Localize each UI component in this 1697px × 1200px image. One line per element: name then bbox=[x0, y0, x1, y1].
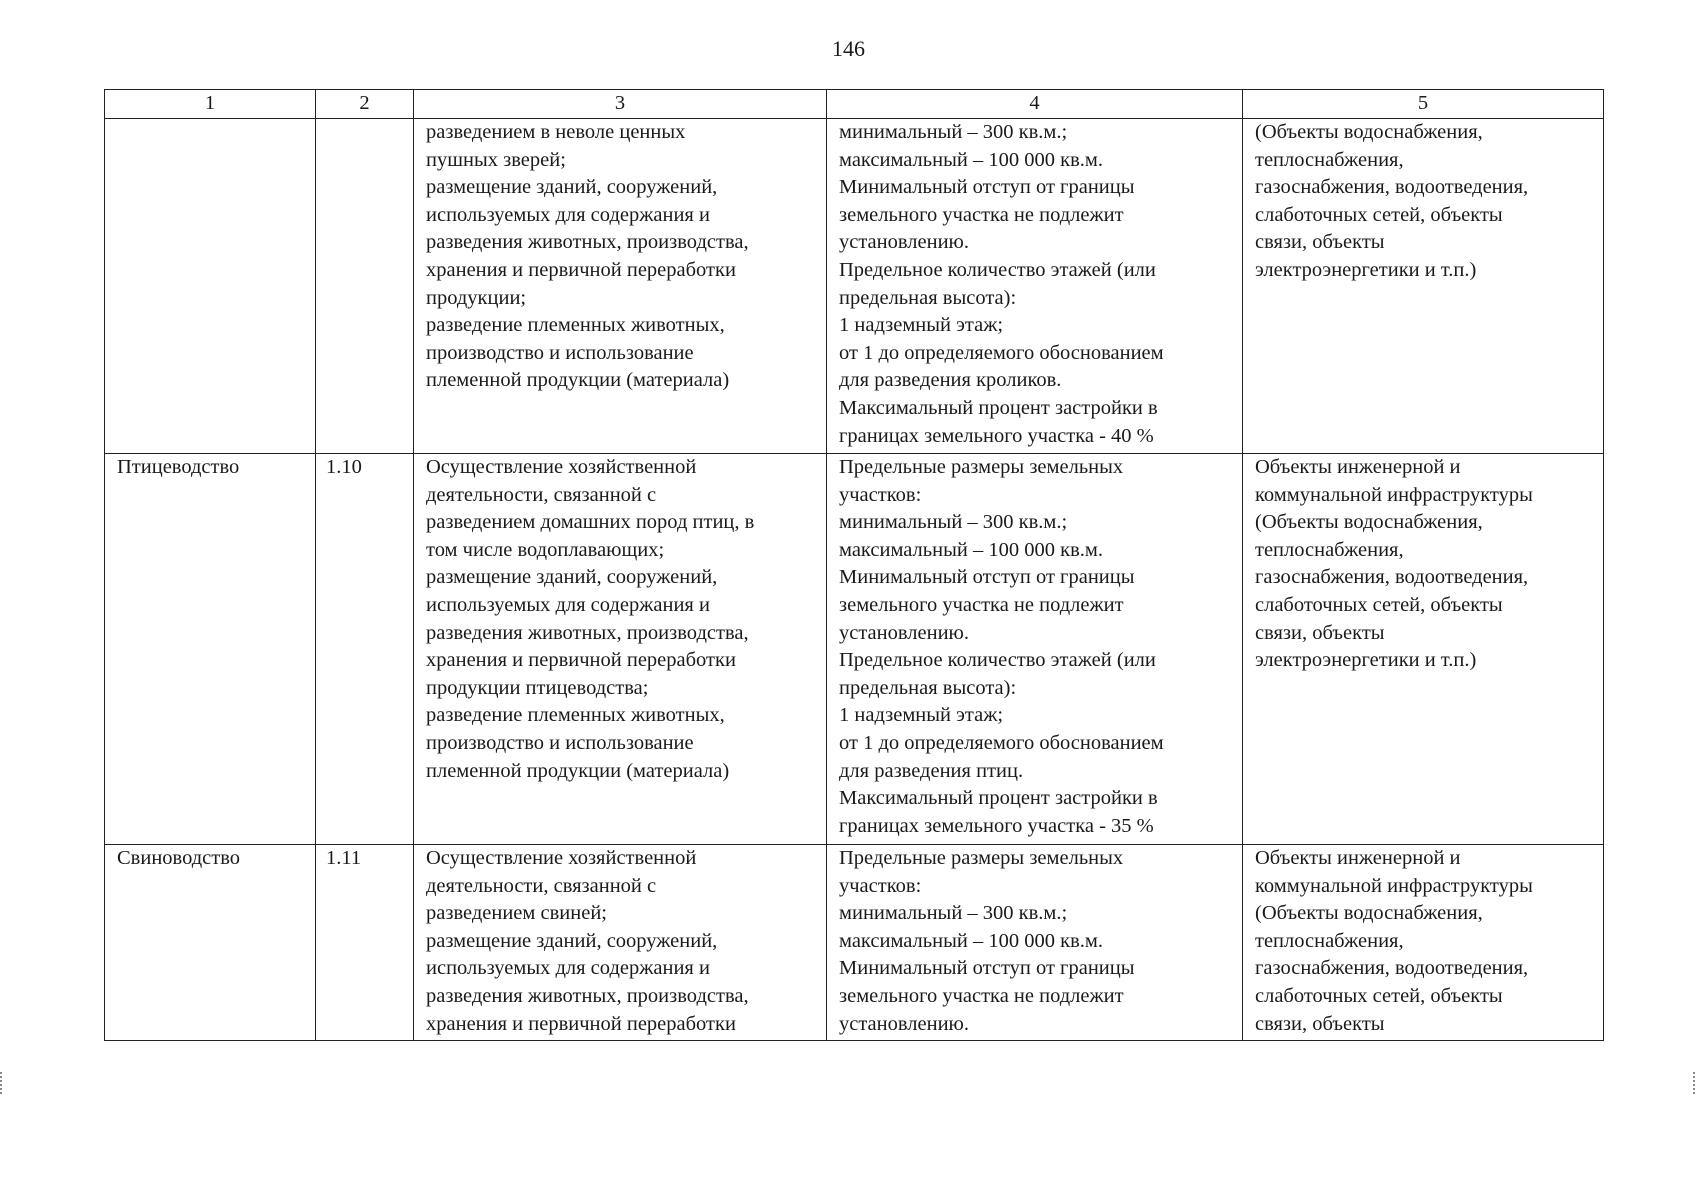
description-cell: разведением в неволе ценных пушных зверей; размещение зданий, сооружений, используемых для содержания и разведения животных, производства, хранения и первичной переработки продукции; разведение племенных животных, производство и использование племенной продукции (материала) bbox=[414, 119, 827, 454]
use-type-name-cell: Птицеводство bbox=[105, 454, 316, 845]
parameters-cell: Предельные размеры земельных участков: минимальный – 300 кв.м.; максимальный – 100 000 кв.м. Минимальный отступ от границы земельного участка не подлежит установлению. bbox=[827, 845, 1243, 1041]
column-header-5: 5 bbox=[1243, 90, 1604, 119]
infrastructure-objects-cell: (Объекты водоснабжения, теплоснабжения, газоснабжения, водоотведения, слаботочных сетей, объекты связи, объекты электроэнергетики и т.п.) bbox=[1243, 119, 1604, 454]
use-type-name-cell: Свиноводство bbox=[105, 845, 316, 1041]
parameters-cell: минимальный – 300 кв.м.; максимальный – 100 000 кв.м. Минимальный отступ от границы земельного участка не подлежит установлению. Предельное количество этажей (или предельная высота): 1 надземный этаж; от 1 до определяемого обоснованием для разведения кроликов. Максимальный процент застройки в границах земельного участка - 40 % bbox=[827, 119, 1243, 454]
header-row bbox=[105, 90, 1604, 119]
description-cell: Осуществление хозяйственной деятельности, связанной с разведением домашних пород птиц, в том числе водоплавающих; размещение зданий, сооружений, используемых для содержания и разведения животных, производства, хранения и первичной переработки продукции птицеводства; разведение племенных животных, производство и использование племенной продукции (материала) bbox=[414, 454, 827, 845]
infrastructure-objects-cell: Объекты инженерной и коммунальной инфраструктуры (Объекты водоснабжения, теплоснабжения, газоснабжения, водоотведения, слаботочных сетей, объекты связи, объекты bbox=[1243, 845, 1604, 1041]
infrastructure-objects-cell: Объекты инженерной и коммунальной инфраструктуры (Объекты водоснабжения, теплоснабжения, газоснабжения, водоотведения, слаботочных сетей, объекты связи, объекты электроэнергетики и т.п.) bbox=[1243, 454, 1604, 845]
table-row bbox=[105, 119, 1604, 454]
description-cell: Осуществление хозяйственной деятельности, связанной с разведением свиней; размещение зданий, сооружений, используемых для содержания и разведения животных, производства, хранения и первичной переработки bbox=[414, 845, 827, 1041]
parameters-cell: Предельные размеры земельных участков: минимальный – 300 кв.м.; максимальный – 100 000 кв.м. Минимальный отступ от границы земельного участка не подлежит установлению. Предельное количество этажей (или предельная высота): 1 надземный этаж; от 1 до определяемого обоснованием для разведения птиц. Максимальный процент застройки в границах земельного участка - 35 % bbox=[827, 454, 1243, 845]
column-header-4: 4 bbox=[827, 90, 1243, 119]
scan-edge-mark-left bbox=[0, 1072, 4, 1094]
use-type-code-cell bbox=[316, 119, 414, 454]
use-type-code-cell: 1.11 bbox=[316, 845, 414, 1041]
column-header-1: 1 bbox=[105, 90, 316, 119]
column-header-2: 2 bbox=[316, 90, 414, 119]
land-use-table bbox=[104, 89, 1604, 1041]
scan-edge-mark-right bbox=[1693, 1072, 1697, 1094]
page-number: 146 bbox=[832, 36, 865, 61]
use-type-name-cell bbox=[105, 119, 316, 454]
table-row bbox=[105, 454, 1604, 845]
use-type-code-cell: 1.10 bbox=[316, 454, 414, 845]
column-header-3: 3 bbox=[414, 90, 827, 119]
table-row bbox=[105, 845, 1604, 1041]
